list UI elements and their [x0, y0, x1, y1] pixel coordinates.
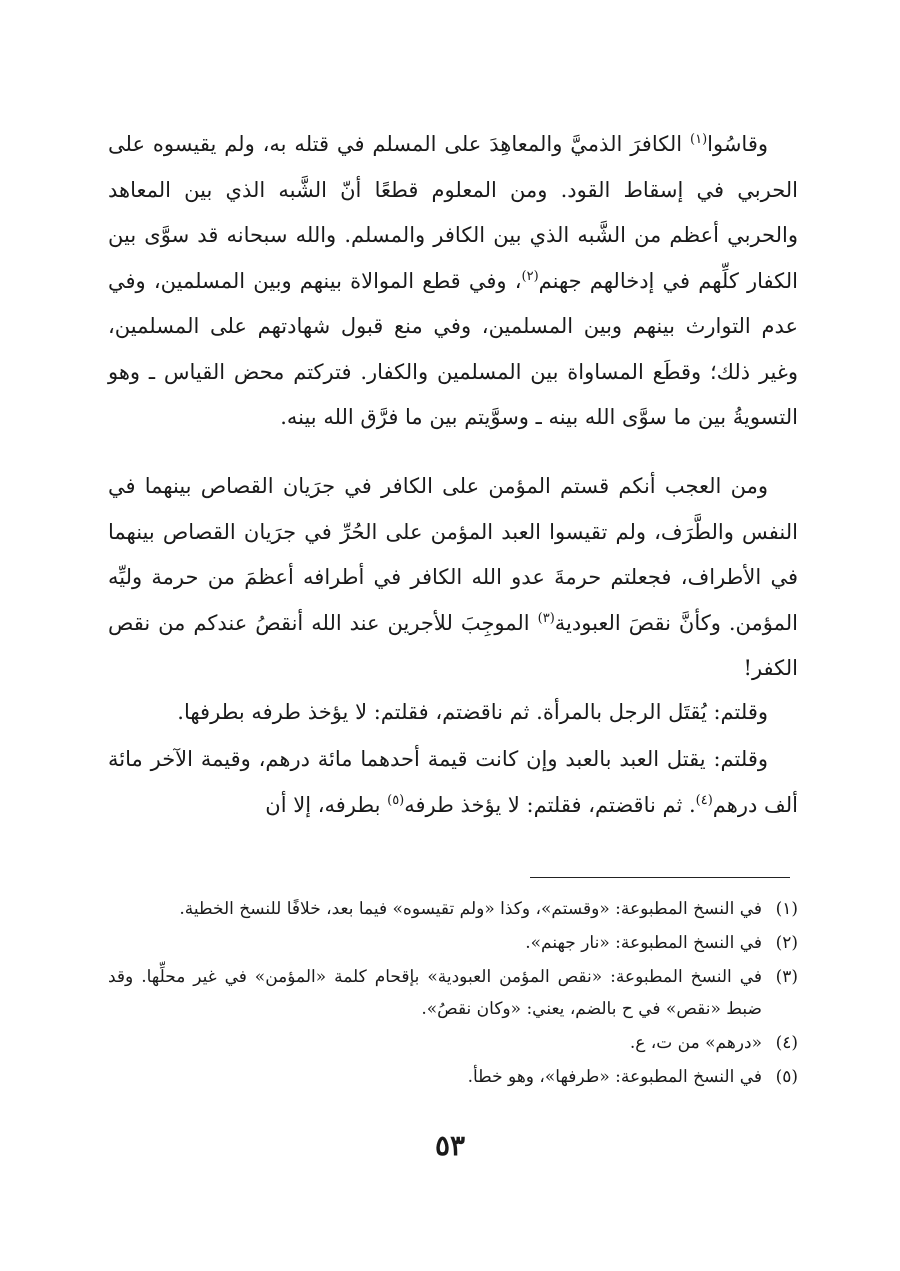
footnote-ref-4[interactable]: (٤) — [695, 792, 713, 808]
footnote-text: «درهم» من ت، ع. — [629, 1033, 762, 1053]
paragraph-2-text-b: الموجِبَ للأجرين عند الله أنقصُ عندكم من نقص الكفر! — [108, 610, 798, 680]
footnote-ref-2[interactable]: (٢) — [521, 268, 539, 284]
paragraph-4-text-b: . ثم ناقضتم، فقلتم: لا يؤخذ طرفه — [404, 792, 696, 817]
footnote-ref-3[interactable]: (٣) — [537, 610, 555, 626]
paragraph-4 — [108, 737, 798, 828]
footnote-text: في النسخ المطبوعة: «وقستم»، وكذا «ولم تقيسوه» فيما بعد، خلافًا للنسخ الخطية. — [179, 899, 762, 919]
footnote-ref-5[interactable]: (٥) — [387, 792, 405, 808]
page-number: ٥٣ — [434, 1129, 466, 1162]
footnotes — [108, 893, 798, 1095]
footnote-number: (٤) — [775, 1033, 798, 1053]
footnote-item — [108, 961, 798, 1025]
paragraph-4-text-c: بطرفه، إلا أن — [265, 792, 388, 817]
footnote-number: (٣) — [775, 967, 798, 987]
paragraph-3-text: وقلتم: يُقتَل الرجل بالمرأة. ثم ناقضتم، فقلتم: لا يؤخذ طرفه بطرفها. — [177, 700, 768, 724]
paragraph-2 — [108, 464, 798, 692]
footnote-text: في النسخ المطبوعة: «نار جهنم». — [525, 933, 762, 953]
footnote-text: في النسخ المطبوعة: «طرفها»، وهو خطأ. — [467, 1067, 762, 1087]
footnote-number: (١) — [775, 899, 798, 919]
paragraph-3 — [108, 690, 798, 736]
footnote-item — [108, 927, 798, 959]
footnote-number: (٥) — [775, 1067, 798, 1087]
paragraph-1-text-b: الكافرَ الذميَّ والمعاهِدَ على المسلم في قتله به، ولم يقيسوه على الحربي في إسقاط القود. ومن المعلوم قطعًا أنّ الشَّبه الذي بين المعاهد والحربي أعظم من الشَّبه الذي بين الكافر والمسلم. والله سبحانه قد سوَّى بين الكفار كلِّهم في إدخالهم جهنم — [108, 132, 798, 293]
footnote-item — [108, 893, 798, 925]
paragraph-2-text-a: ومن العجب أنكم قستم المؤمن على الكافر في جرَيان القصاص بينهما في النفس والطَّرَف، ولم تقيسوا العبد المؤمن على الحُرِّ في جرَيان القصاص بينهما في الأطراف، فجعلتم حرمةَ عدو الله الكافر في أطرافه أعظمَ من حرمة وليِّه المؤمن. وكأنَّ نقصَ العبودية — [108, 474, 798, 635]
footnote-separator — [530, 877, 790, 878]
footnote-item — [108, 1027, 798, 1059]
footnote-number: (٢) — [775, 933, 798, 953]
paragraph-1-text-a: وقاسُوا — [707, 132, 768, 156]
paragraph-1 — [108, 122, 798, 441]
footnote-item — [108, 1061, 798, 1093]
footnote-text: في النسخ المطبوعة: «نقص المؤمن العبودية» بإقحام كلمة «المؤمن» في غير محلِّها. وقد ضبط «نقص» في ح بالضم، يعني: «وكان نقصُ». — [108, 967, 762, 1019]
footnote-ref-1[interactable]: (١) — [690, 132, 708, 147]
paragraph-4-text-a: وقلتم: يقتل العبد بالعبد وإن كانت قيمة أحدهما مائة درهم، وقيمة الآخر مائة ألف درهم — [108, 747, 798, 817]
paragraph-1-text-c: ، وفي قطع الموالاة بينهم وبين المسلمين، وفي عدم التوارث بينهم وبين المسلمين، وفي منع قبول شهادتهم على المسلمين، وغير ذلك؛ وقطَع المساواة بين المسلمين والكفار. فتركتم محض القياس ـ وهو التسويةُ بين ما سوَّى الله بينه ـ وسوَّيتم بين ما فرَّق الله بينه. — [108, 268, 798, 429]
